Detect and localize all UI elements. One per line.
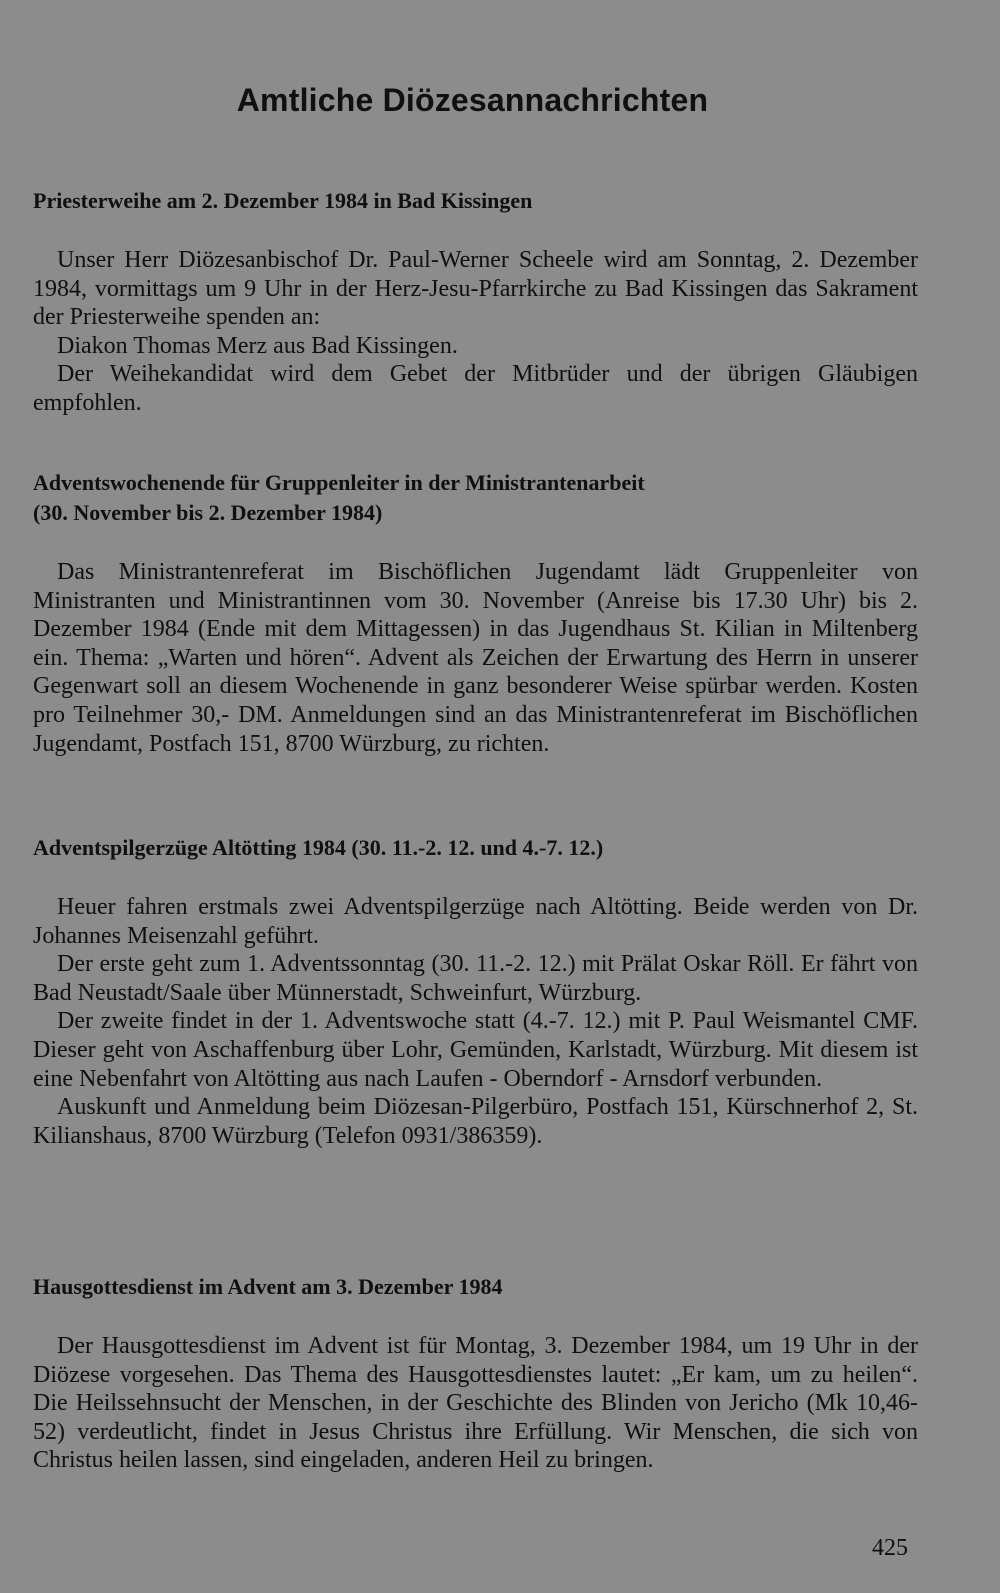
section-body	[33, 558, 918, 758]
section-hausgottesdienst	[33, 1272, 918, 1475]
paragraph: Auskunft und Anmeldung beim Diözesan-Pilgerbüro, Postfach 151, Kürschnerhof 2, St. Kilianshaus, 8700 Würzburg (Telefon 0931/386359).	[33, 1094, 918, 1149]
section-heading-line: Priesterweihe am 2. Dezember 1984 in Bad Kissingen	[33, 188, 533, 213]
page-title: Amtliche Diözesannachrichten	[236, 82, 709, 118]
section-heading-line: Hausgottesdienst im Advent am 3. Dezember 1984	[33, 1274, 503, 1299]
section-body	[33, 893, 918, 1150]
paragraph: Unser Herr Diözesanbischof Dr. Paul-Werner Scheele wird am Sonntag, 2. Dezember 1984, vormittags um 9 Uhr in der Herz-Jesu-Pfarrkirche zu Bad Kissingen das Sakrament der Priesterweihe spenden an:	[33, 247, 918, 331]
paragraph: Das Ministrantenreferat im Bischöflichen Jugendamt lädt Gruppenleiter von Ministranten und Ministrantinnen vom 30. November (Anreise bis 17.30 Uhr) bis 2. Dezember 1984 (Ende mit dem Mittagessen) in das Jugendhaus St. Kilian in Miltenberg ein. Thema: „Warten und hören“. Advent als Zeichen der Erwartung des Herrn in unserer Gegenwart soll an diesem Wochenende in ganz besonderer Weise spürbar werden. Kosten pro Teilnehmer 30,- DM. Anmeldungen sind an das Ministrantenreferat im Bischöflichen Jugendamt, Postfach 151, 8700 Würzburg, zu richten.	[33, 559, 918, 757]
section-adventswochenende	[33, 468, 918, 758]
section-heading	[33, 1272, 918, 1302]
section-body	[33, 1332, 918, 1475]
page-number: 425	[872, 1535, 908, 1561]
paragraph: Diakon Thomas Merz aus Bad Kissingen.	[57, 332, 458, 359]
section-heading	[33, 833, 918, 863]
section-heading-line: (30. November bis 2. Dezember 1984)	[33, 500, 383, 525]
paragraph: Der erste geht zum 1. Adventssonntag (30. 11.-2. 12.) mit Prälat Oskar Röll. Er fährt von Bad Neustadt/Saale über Münnerstadt, Schweinfurt, Würzburg.	[33, 951, 918, 1006]
section-heading-line: Adventspilgerzüge Altötting 1984 (30. 11.-2. 12. und 4.-7. 12.)	[33, 835, 604, 860]
section-adventspilgerzuege	[33, 833, 918, 1150]
section-body	[33, 246, 918, 418]
paragraph: Der zweite findet in der 1. Adventswoche statt (4.-7. 12.) mit P. Paul Weismantel CMF. Dieser geht von Aschaffenburg über Lohr, Gemünden, Karlstadt, Würzburg. Mit diesem ist eine Nebenfahrt von Altötting aus nach Laufen - Oberndorf - Arnsdorf verbunden.	[33, 1008, 918, 1092]
paragraph: Der Weihekandidat wird dem Gebet der Mitbrüder und der übrigen Gläubigen empfohlen.	[33, 361, 918, 416]
section-heading	[33, 186, 918, 216]
section-heading-line: Adventswochenende für Gruppenleiter in der Ministrantenarbeit	[33, 470, 645, 495]
section-priesterweihe	[33, 186, 918, 418]
paragraph: Der Hausgottesdienst im Advent ist für Montag, 3. Dezember 1984, um 19 Uhr in der Diözese vorgesehen. Das Thema des Hausgottesdienstes lautet: „Er kam, um zu heilen“. Die Heilssehnsucht der Menschen, in der Geschichte des Blinden von Jericho (Mk 10,46-52) verdeutlicht, findet in Jesus Christus ihre Erfüllung. Wir Menschen, die sich von Christus heilen lassen, sind eingeladen, anderen Heil zu bringen.	[33, 1333, 918, 1474]
section-heading	[33, 468, 918, 528]
paragraph: Heuer fahren erstmals zwei Adventspilgerzüge nach Altötting. Beide werden von Dr. Johannes Meisenzahl geführt.	[33, 894, 918, 949]
